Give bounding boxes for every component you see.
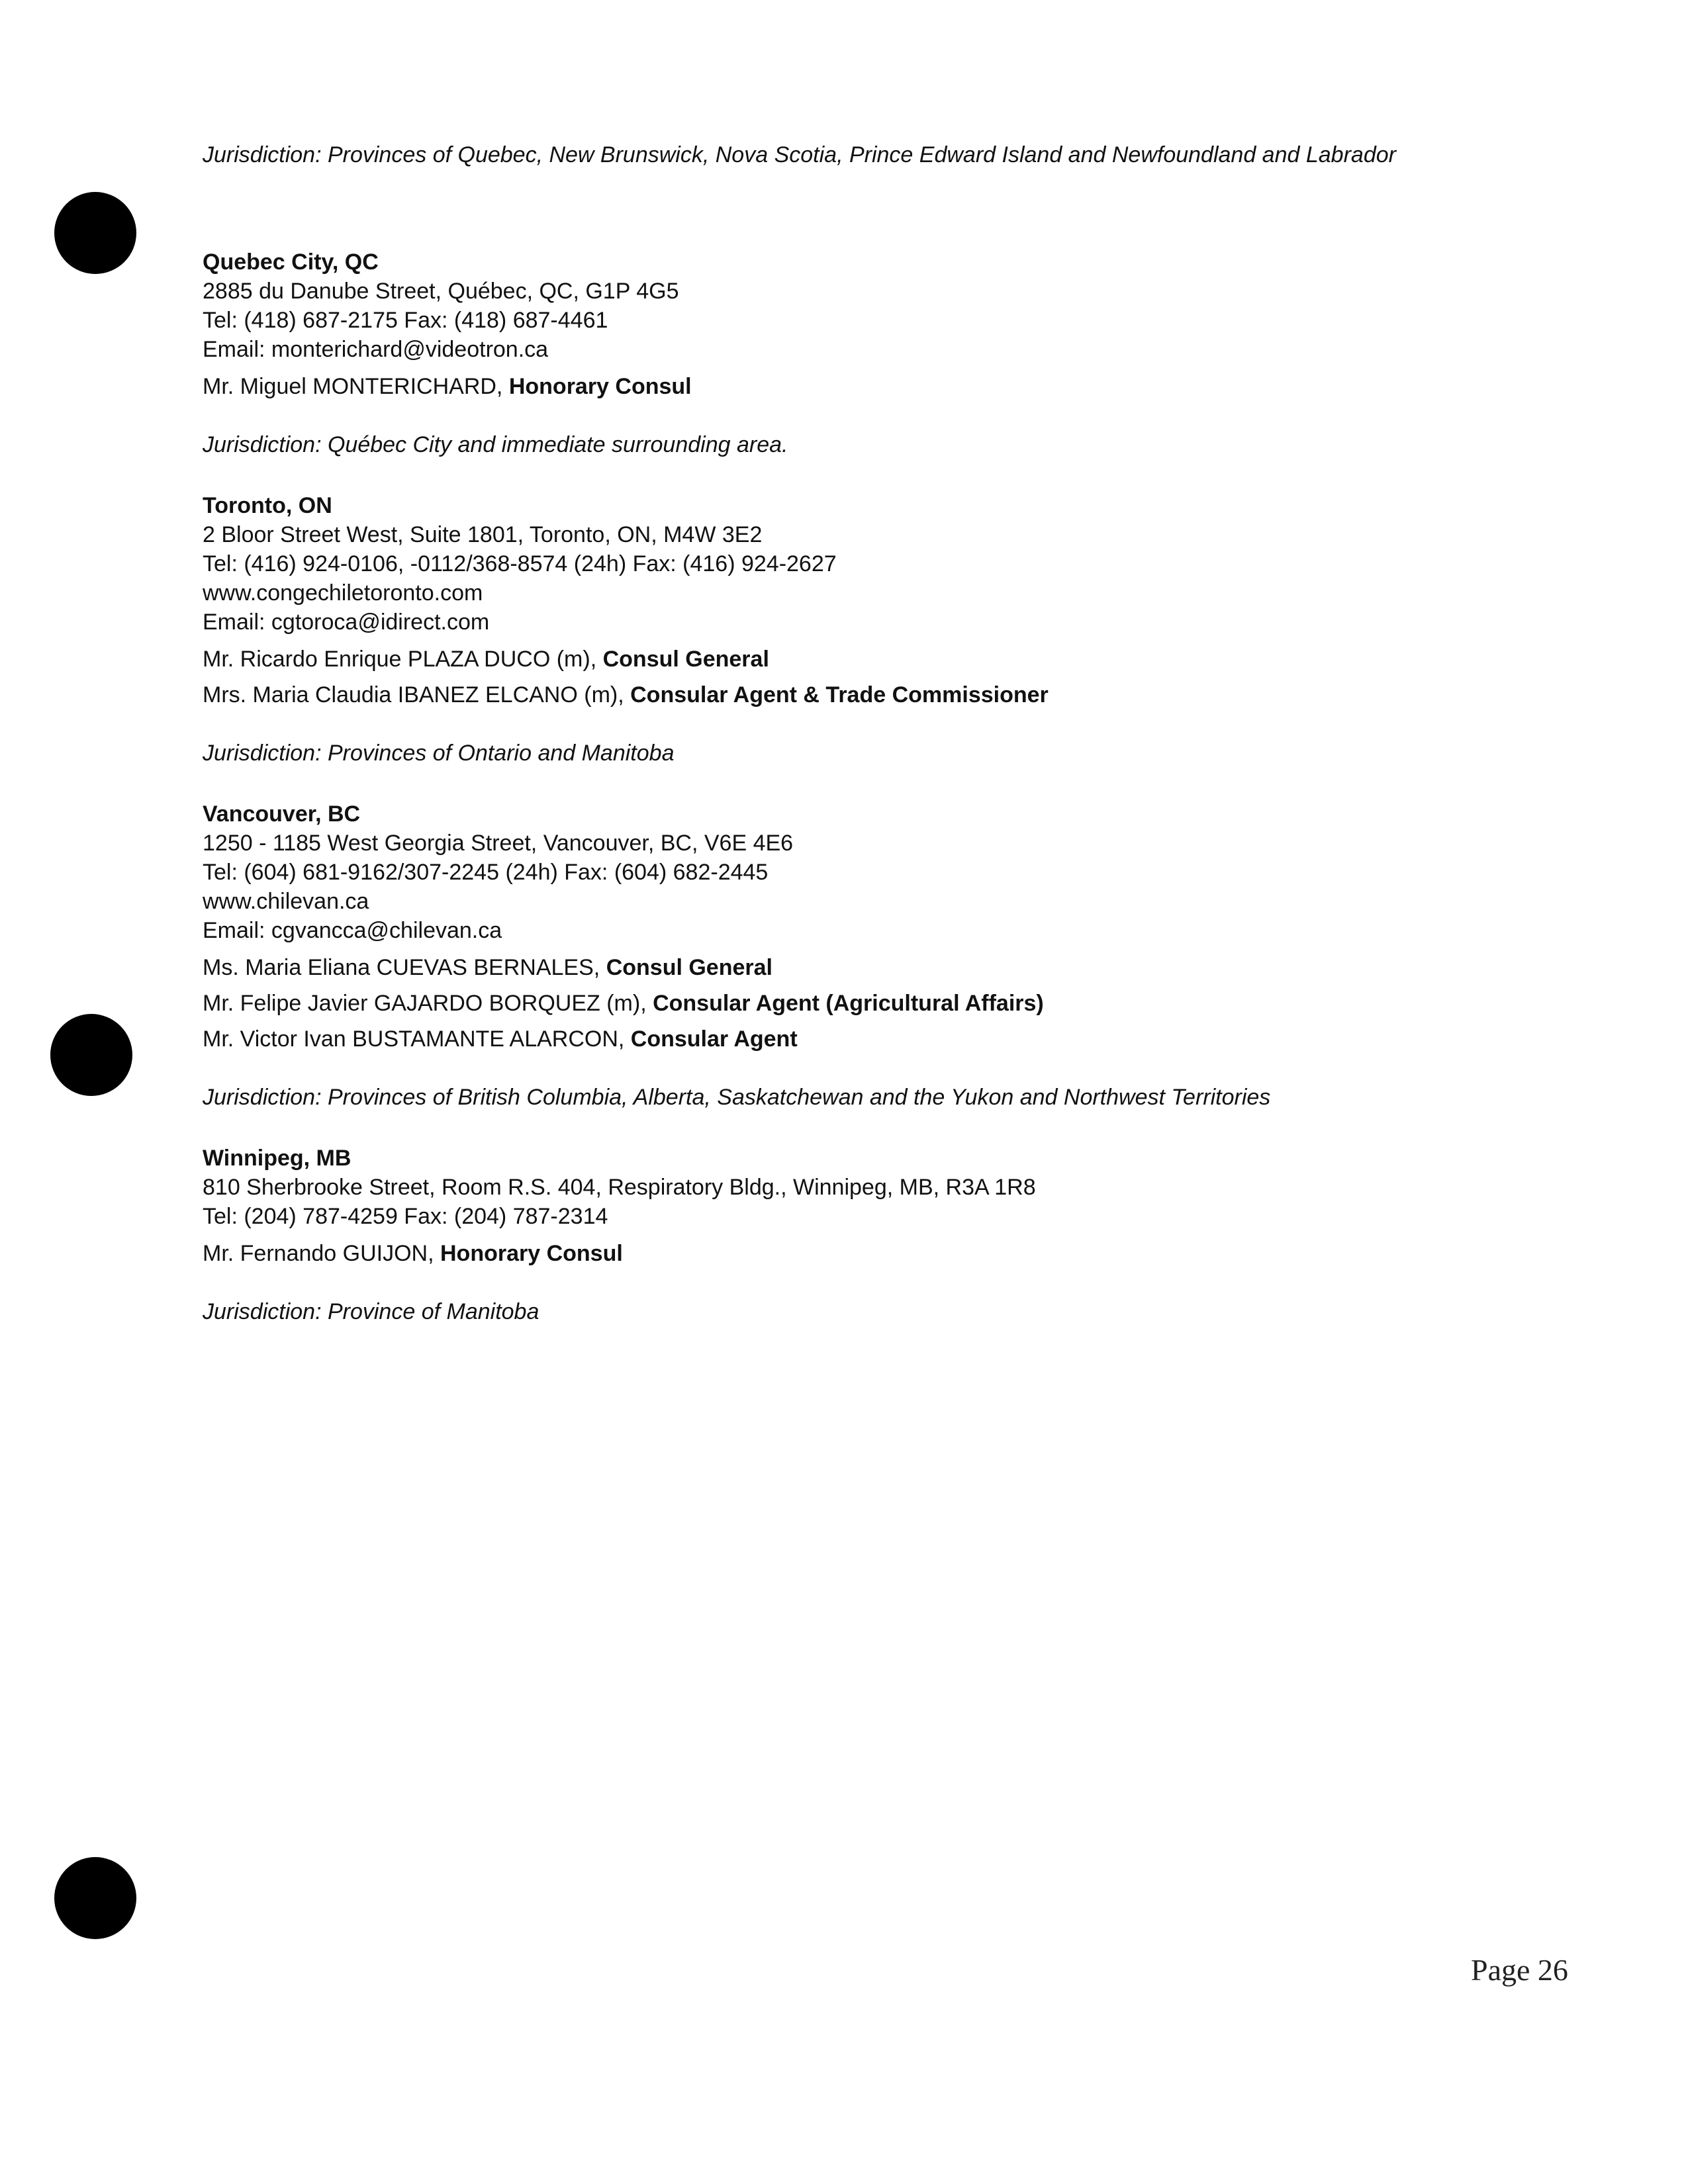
staff-title: Consul General [602, 647, 769, 672]
phone-line: Tel: (416) 924-0106, -0112/368-8574 (24h) Fax: (416) 924-2627 [203, 551, 837, 576]
staff-member [203, 989, 1526, 1018]
staff-member [203, 680, 1526, 709]
document-body [203, 140, 1526, 1326]
jurisdiction-text: Provinces of Ontario and Manitoba [327, 741, 675, 766]
jurisdiction-text: Québec City and immediate surrounding area. [327, 432, 788, 457]
staff-member [203, 645, 1526, 674]
staff-member [203, 372, 1526, 401]
page-number: Page 26 [1471, 1953, 1568, 1987]
staff-name: Ms. Maria Eliana CUEVAS BERNALES, [203, 955, 606, 980]
staff-name: Mr. Miguel MONTERICHARD, [203, 374, 509, 399]
staff-list [203, 953, 1526, 1054]
staff-list [203, 1239, 1526, 1268]
phone-line: Tel: (418) 687-2175 Fax: (418) 687-4461 [203, 308, 608, 333]
staff-list [203, 372, 1526, 401]
jurisdiction-text: Province of Manitoba [327, 1299, 539, 1324]
consulate-entry-quebec [203, 248, 1526, 459]
staff-title: Consular Agent & Trade Commissioner [630, 682, 1049, 707]
jurisdiction-note [203, 140, 1526, 169]
punch-hole [54, 192, 136, 274]
website-line: www.congechiletoronto.com [203, 580, 483, 606]
consulate-entry-toronto [203, 491, 1526, 768]
phone-line: Tel: (604) 681-9162/307-2245 (24h) Fax: (604) 682-2445 [203, 860, 769, 885]
staff-title: Honorary Consul [440, 1241, 623, 1266]
consulate-entry-winnipeg [203, 1144, 1526, 1326]
jurisdiction-note [203, 1297, 1526, 1326]
staff-title: Honorary Consul [508, 374, 692, 399]
staff-name: Mr. Fernando GUIJON, [203, 1241, 440, 1266]
jurisdiction-text: Provinces of Quebec, New Brunswick, Nova Scotia, Prince Edward Island and Newfoundland and Labrador [327, 142, 1396, 167]
jurisdiction-note [203, 739, 1526, 768]
staff-title: Consul General [606, 955, 773, 980]
staff-member [203, 1024, 1526, 1054]
address-line: 1250 - 1185 West Georgia Street, Vancouver, BC, V6E 4E6 [203, 831, 794, 856]
email-line: Email: cgtoroca@idirect.com [203, 610, 490, 635]
consulate-entry-vancouver [203, 799, 1526, 1112]
jurisdiction-label: Jurisdiction: [203, 142, 322, 167]
staff-title: Consular Agent [630, 1026, 798, 1052]
email-line: Email: cgvancca@chilevan.ca [203, 918, 502, 943]
city-heading: Quebec City, QC [203, 250, 379, 275]
staff-name: Mrs. Maria Claudia IBANEZ ELCANO (m), [203, 682, 631, 707]
punch-hole [50, 1014, 132, 1096]
jurisdiction-label: Jurisdiction: [203, 741, 322, 766]
jurisdiction-label: Jurisdiction: [203, 432, 322, 457]
city-heading: Winnipeg, MB [203, 1146, 352, 1171]
address-line: 2 Bloor Street West, Suite 1801, Toronto, ON, M4W 3E2 [203, 522, 763, 547]
jurisdiction-note [203, 430, 1526, 459]
jurisdiction-text: Provinces of British Columbia, Alberta, Saskatchewan and the Yukon and Northwest Territories [327, 1085, 1271, 1110]
address-line: 2885 du Danube Street, Québec, QC, G1P 4G5 [203, 279, 679, 304]
punch-hole [54, 1857, 136, 1939]
staff-member [203, 953, 1526, 982]
jurisdiction-note [203, 1083, 1526, 1112]
city-heading: Toronto, ON [203, 493, 332, 518]
jurisdiction-label: Jurisdiction: [203, 1085, 322, 1110]
staff-list [203, 645, 1526, 709]
staff-name: Mr. Ricardo Enrique PLAZA DUCO (m), [203, 647, 603, 672]
jurisdiction-label: Jurisdiction: [203, 1299, 322, 1324]
staff-title: Consular Agent (Agricultural Affairs) [653, 991, 1044, 1016]
staff-name: Mr. Felipe Javier GAJARDO BORQUEZ (m), [203, 991, 653, 1016]
phone-line: Tel: (204) 787-4259 Fax: (204) 787-2314 [203, 1204, 608, 1229]
staff-member [203, 1239, 1526, 1268]
website-line: www.chilevan.ca [203, 889, 369, 914]
email-line: Email: monterichard@videotron.ca [203, 337, 549, 362]
city-heading: Vancouver, BC [203, 801, 361, 827]
address-line: 810 Sherbrooke Street, Room R.S. 404, Respiratory Bldg., Winnipeg, MB, R3A 1R8 [203, 1175, 1036, 1200]
staff-name: Mr. Victor Ivan BUSTAMANTE ALARCON, [203, 1026, 631, 1052]
